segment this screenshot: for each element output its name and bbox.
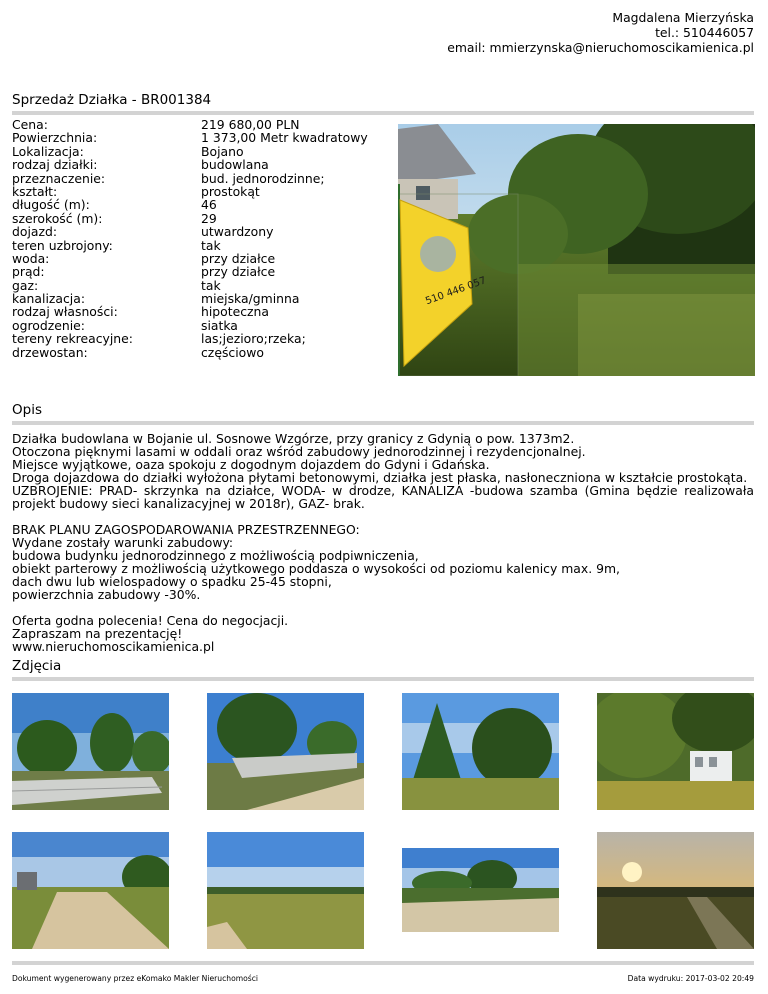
photo-thumbnail[interactable] [402,848,559,932]
param-label: tereny rekreacyjne: [12,331,133,347]
listing-title: Sprzedaż Działka - BR001384 [12,92,212,108]
param-row [12,172,368,185]
desc-line: Działka budowlana w Bojanie ul. Sosnowe Wzgórze, przy granicy z Gdynią o pow. 1373m2. [12,431,575,446]
param-row [12,252,368,265]
param-label: rodzaj własności: [12,304,118,320]
description-body [12,432,754,653]
title-divider [12,111,754,115]
footer-print-date: Data wydruku: 2017-03-02 20:49 [627,974,754,983]
param-label: Powierzchnia: [12,130,98,146]
param-value: tak [201,237,221,253]
param-value: siatka [201,317,238,333]
photo-thumbnail[interactable] [207,832,364,949]
agent-email[interactable]: email: mmierzynska@nieruchomoscikamienica.pl [447,40,754,55]
param-value: 1 373,00 Metr kwadratowy [201,130,368,146]
param-row [12,212,368,225]
param-value: prostokąt [201,183,260,199]
desc-line: Otoczona pięknymi lasami w oddali oraz wśród zabudowy jednorodzinnej i rezydencjonalnej. [12,444,586,459]
listing-header [12,94,754,115]
photo-thumbnail[interactable] [12,832,169,949]
param-label: Cena: [12,117,48,132]
param-value: Bojano [201,143,244,159]
param-label: długość (m): [12,197,90,213]
photos-title: Zdjęcia [12,658,62,674]
website-link[interactable]: www.nieruchomoscikamienica.pl [12,639,215,654]
param-row [12,346,368,359]
param-row [12,305,368,318]
desc-line: Wydane zostały warunki zabudowy: [12,535,234,550]
desc-line: Zapraszam na prezentację! [12,626,183,641]
param-label: szerokość (m): [12,210,103,226]
param-label: Lokalizacja: [12,143,84,159]
param-value: hipoteczna [201,304,269,320]
param-label: przeznaczenie: [12,170,106,186]
param-value: 46 [201,197,217,213]
param-value: miejska/gminna [201,291,300,307]
desc-line: Miejsce wyjątkowe, oaza spokoju z dogodnym dojazdem do Gdyni i Gdańska. [12,457,490,472]
description-title: Opis [12,402,42,418]
agent-contact [447,10,754,55]
desc-line: BRAK PLANU ZAGOSPODAROWANIA PRZESTRZENNEGO: [12,522,360,537]
param-label: kształt: [12,183,58,199]
param-row [12,145,368,158]
param-row [12,198,368,211]
footer-divider [12,961,754,965]
param-label: woda: [12,250,50,266]
param-value: przy działce [201,250,276,266]
banner-phone: 510 446 057 [424,275,488,308]
description-header [12,404,754,425]
param-value: utwardzony [201,224,274,240]
param-row [12,319,368,332]
params-table [12,118,368,359]
param-row [12,332,368,345]
desc-line: UZBROJENIE: PRAD- skrzynka na działce, WODA- w drodze, KANALIZA -budowa szamba (Gmina będzie realizowała projekt budowy sieci kanalizacyjnej w 2018r), GAZ- brak. [12,483,754,511]
desc-line: budowa budynku jednorodzinnego z możliwością podpiwniczenia, [12,548,419,563]
param-row [12,185,368,198]
photos-divider [12,677,754,681]
param-row [12,118,368,131]
agent-name: Magdalena Mierzyńska [612,10,754,25]
photo-thumbnail[interactable] [207,693,364,810]
photo-thumbnail[interactable] [597,832,754,949]
description-divider [12,421,754,425]
param-row [12,239,368,252]
param-value: tak [201,277,221,293]
param-row [12,292,368,305]
param-label: gaz: [12,277,39,293]
param-label: prąd: [12,264,45,280]
param-value: bud. jednorodzinne; [201,170,325,186]
desc-line: Oferta godna polecenia! Cena do negocjacji. [12,613,289,628]
param-value: budowlana [201,157,269,173]
param-row [12,265,368,278]
param-value: przy działce [201,264,276,280]
desc-line: obiekt parterowy z możliwością użytkowego poddasza o wysokości od poziomu kalenicy max. 9m, [12,561,620,576]
param-row [12,158,368,171]
photos-header [12,660,754,681]
param-value: 29 [201,210,217,226]
footer-generator: Dokument wygenerowany przez eKomako Makler Nieruchomości [12,974,259,983]
param-label: dojazd: [12,224,58,240]
desc-line: powierzchnia zabudowy -30%. [12,587,201,602]
main-photo[interactable] [398,124,755,376]
footer [12,961,754,983]
agent-phone: tel.: 510446057 [655,25,754,40]
param-row [12,131,368,144]
param-label: ogrodzenie: [12,317,85,333]
desc-line: dach dwu lub wielospadowy o spadku 25-45 stopni, [12,574,332,589]
param-label: drzewostan: [12,344,88,360]
param-row [12,225,368,238]
param-label: kanalizacja: [12,291,86,307]
photo-thumbnail[interactable] [402,693,559,810]
photo-thumbnail[interactable] [12,693,169,810]
param-value: las;jezioro;rzeka; [201,331,306,347]
param-value: częściowo [201,344,264,360]
param-value: 219 680,00 PLN [201,117,300,132]
photo-thumbnail[interactable] [597,693,754,810]
param-label: teren uzbrojony: [12,237,113,253]
param-row [12,279,368,292]
param-label: rodzaj działki: [12,157,98,173]
desc-line: Droga dojazdowa do działki wyłożona płytami betonowymi, działka jest płaska, nasłoneczniona w kształcie prostokąta. [12,470,748,485]
